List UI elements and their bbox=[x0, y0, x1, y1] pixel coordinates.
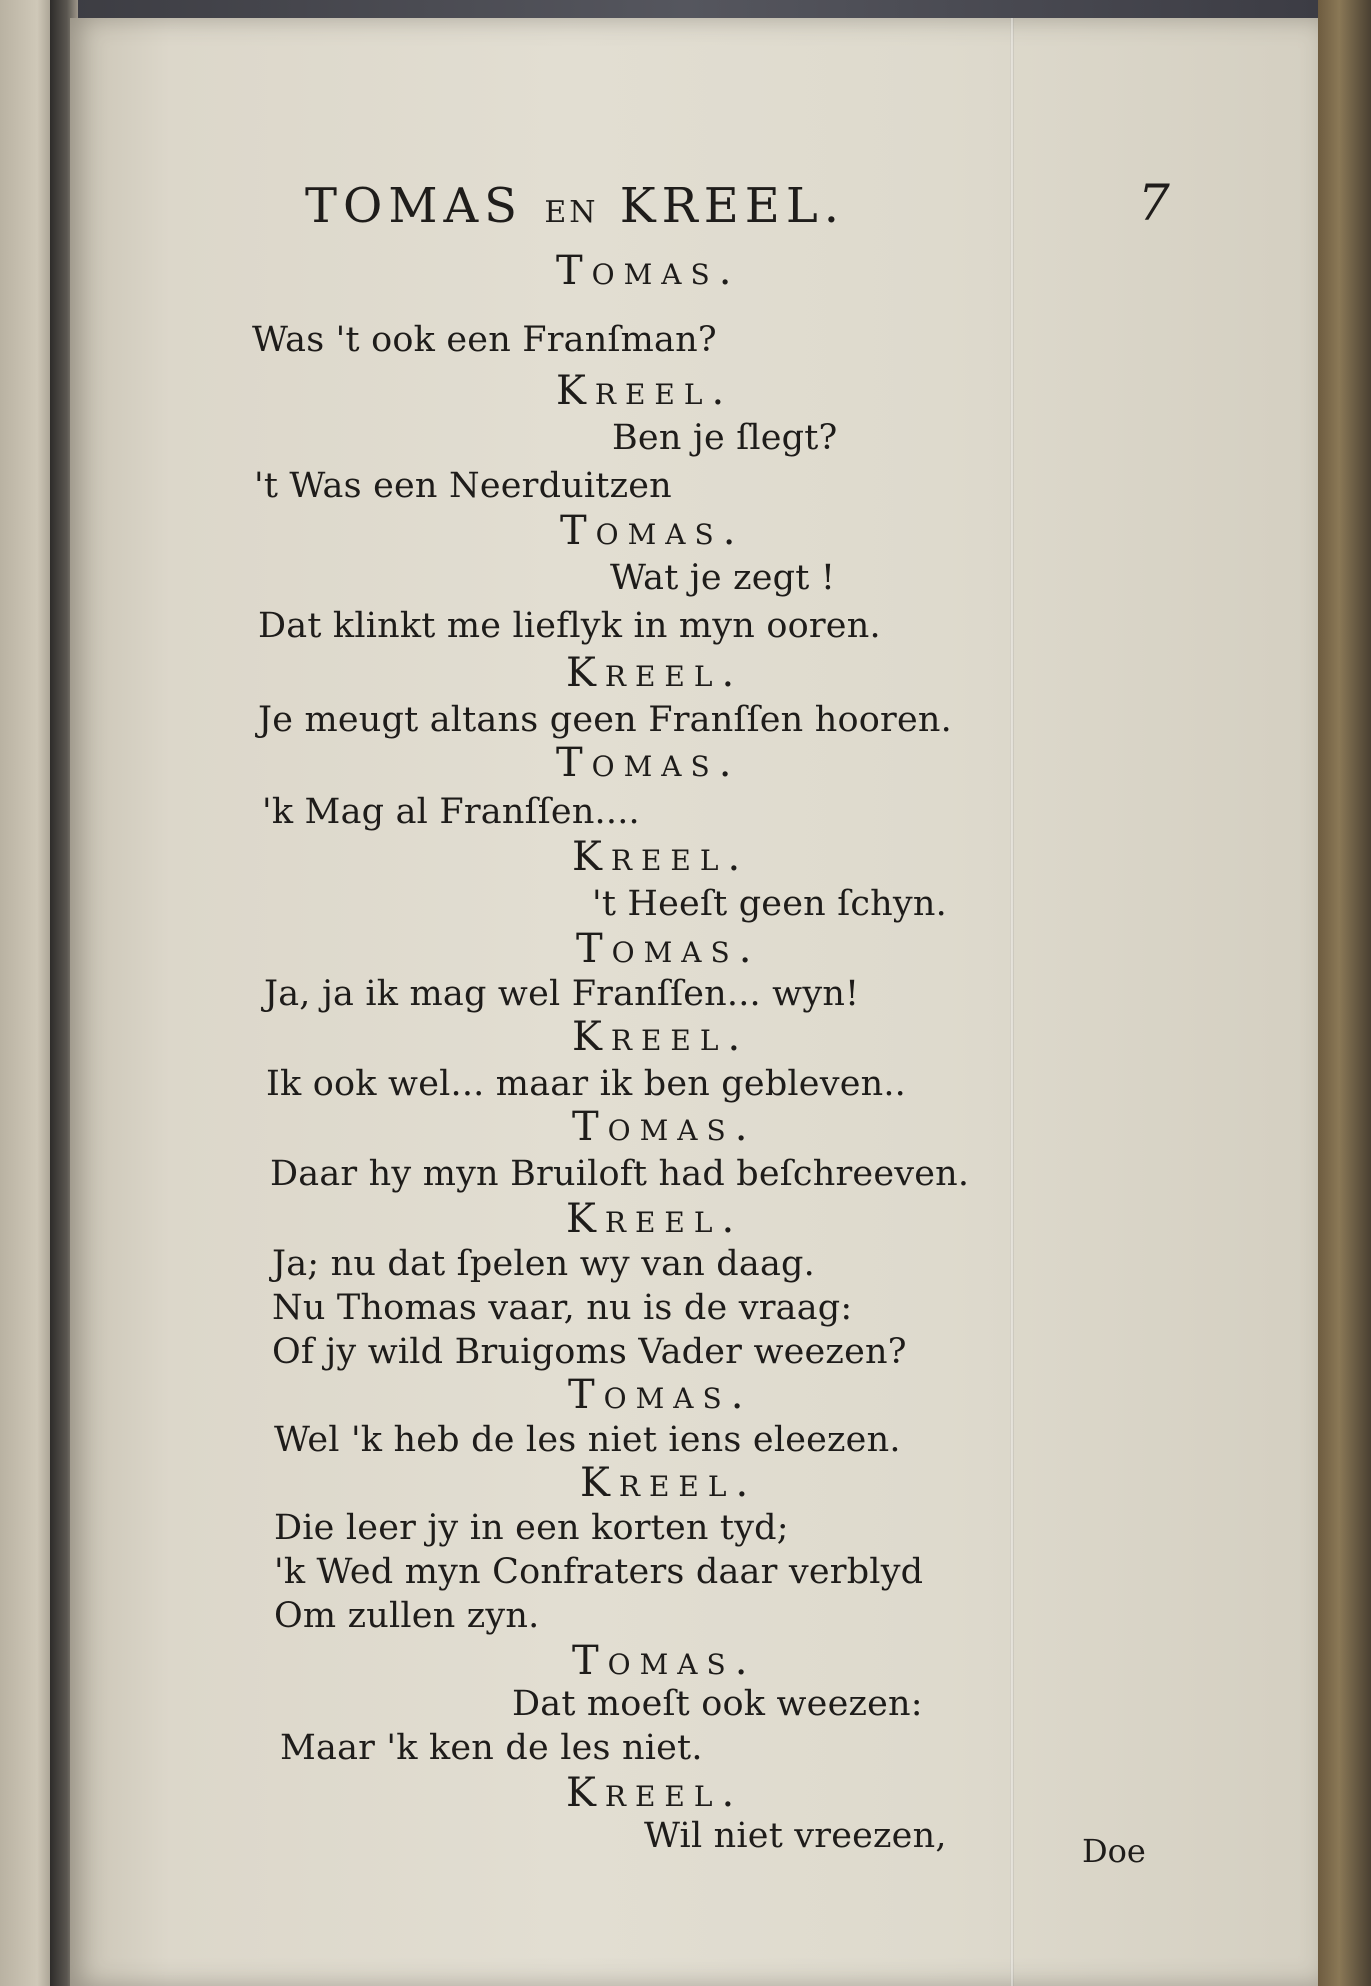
speaker-label: Tomas. bbox=[560, 508, 745, 554]
page-number: 7 bbox=[1138, 174, 1170, 232]
speaker-label: Kreel. bbox=[580, 1460, 758, 1506]
page-fold-crease bbox=[1010, 18, 1014, 1986]
verse-line: 't Heeſt geen ſchyn. bbox=[592, 884, 947, 924]
book-cover-edge bbox=[1318, 0, 1371, 1986]
verse-line: Ik ook wel... maar ik ben gebleven.. bbox=[266, 1064, 907, 1104]
catchword: Doe bbox=[1082, 1832, 1146, 1870]
speaker-label: Tomas. bbox=[556, 248, 741, 294]
speaker-label: Tomas. bbox=[572, 1638, 757, 1684]
speaker-label: Tomas. bbox=[568, 1372, 753, 1418]
verse-line: Die leer jy in een korten tyd; bbox=[274, 1508, 789, 1548]
speaker-label: Kreel. bbox=[566, 1770, 744, 1816]
speaker-label: Kreel. bbox=[572, 1014, 750, 1060]
verse-line: Was 't ook een Franſman? bbox=[252, 320, 717, 360]
verse-line: Maar 'k ken de les niet. bbox=[280, 1728, 703, 1768]
speaker-label: Kreel. bbox=[572, 834, 750, 880]
speaker-label: Tomas. bbox=[572, 1104, 757, 1150]
verse-line: Nu Thomas vaar, nu is de vraag: bbox=[272, 1288, 853, 1328]
verse-line: 'k Mag al Franſſen.... bbox=[262, 792, 640, 832]
verse-line: Dat moeſt ook weezen: bbox=[512, 1684, 923, 1724]
running-head-kreel: KREEL. bbox=[619, 178, 845, 234]
verse-line: 'k Wed myn Confraters daar verblyd bbox=[274, 1552, 924, 1592]
verse-line: Om zullen zyn. bbox=[274, 1596, 540, 1636]
running-head bbox=[305, 178, 845, 234]
running-head-tomas: TOMAS bbox=[305, 178, 524, 234]
verse-line: Wel 'k heb de les niet iens eleezen. bbox=[274, 1420, 901, 1460]
speaker-label: Kreel. bbox=[566, 1196, 744, 1242]
speaker-label: Kreel. bbox=[566, 650, 744, 696]
verse-line: Dat klinkt me lieflyk in myn ooren. bbox=[258, 606, 881, 646]
speaker-label: Tomas. bbox=[556, 740, 741, 786]
speaker-label: Kreel. bbox=[556, 368, 734, 414]
verse-line: Ja; nu dat ſpelen wy van daag. bbox=[272, 1244, 815, 1284]
verse-line: Wat je zegt ! bbox=[610, 558, 836, 598]
verse-line: Ben je ſlegt? bbox=[612, 418, 838, 458]
verse-line: Daar hy myn Bruiloft had beſchreeven. bbox=[270, 1154, 970, 1194]
verse-line: Je meugt altans geen Franſſen hooren. bbox=[258, 700, 952, 740]
running-head-en: EN bbox=[544, 195, 599, 230]
speaker-label: Tomas. bbox=[576, 926, 761, 972]
verse-line: Wil niet vreezen, bbox=[644, 1816, 947, 1856]
verse-line: 't Was een Neerduitzen bbox=[254, 466, 672, 506]
verse-line: Of jy wild Bruigoms Vader weezen? bbox=[272, 1332, 907, 1372]
verse-line: Ja, ja ik mag wel Franſſen... wyn! bbox=[264, 974, 860, 1014]
